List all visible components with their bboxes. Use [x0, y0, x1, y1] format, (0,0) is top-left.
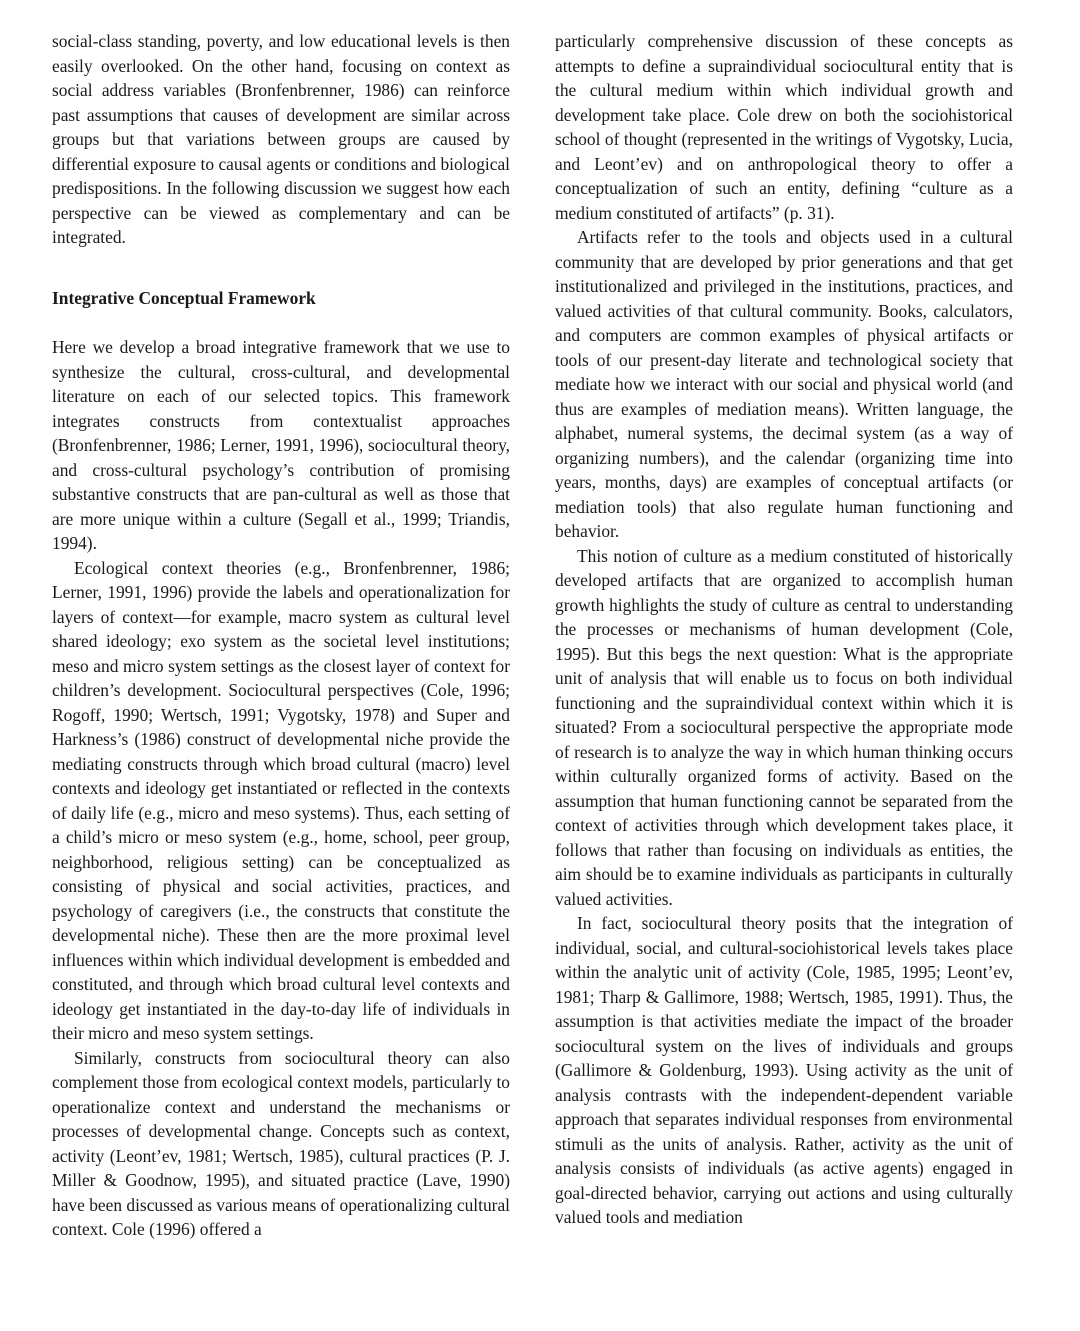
- body-paragraph: Ecological context theories (e.g., Bronfenbrenner, 1986; Lerner, 1991, 1996) provide the labels and operationalization for layers of context—for example, macro system as cultural level shared ideology; exo system as the societal level institutions; meso and micro system settings as the closest layer of context for children’s development. Sociocultural perspectives (Cole, 1996; Rogoff, 1990; Wertsch, 1991; Vygotsky, 1978) and Super and Harkness’s (1986) construct of developmental niche provide the mediating constructs through which broad cultural (macro) level contexts and ideology get instantiated or reflected in the contexts of daily life (e.g., micro and meso systems). Thus, each setting of a child’s micro or meso system (e.g., home, school, peer group, neighborhood, religious setting) can be conceptualized as consisting of physical and social activities, practices, and psychology of caregivers (i.e., the constructs that constitute the developmental niche). These then are the more proximal level influences within which individual development is embedded and constituted, and through which broad cultural level contexts and ideology get instantiated in the day-to-day life of individuals in their micro and meso system settings.: [52, 557, 510, 1043]
- intro-paragraph: social-class standing, poverty, and low educational levels is then easily overlooked. On the other hand, focusing on context as social address variables (Bronfenbrenner, 1986) can reinforce past assumptions that causes of development are similar across groups but that variations between groups are caused by differential exposure to causal agents or conditions and biological predispositions. In the following discussion we suggest how each perspective can be viewed as complementary and can be integrated.: [52, 31, 510, 247]
- section-heading: Integrative Conceptual Framework: [52, 287, 316, 308]
- body-paragraph: Here we develop a broad integrative framework that we use to synthesize the cultural, cross-cultural, and developmental literature on each of our selected topics. This framework integrates constructs from contextualist approaches (Bronfenbrenner, 1986; Lerner, 1991, 1996), sociocultural theory, and cross-cultural psychology’s contribution of promising substantive constructs that are pan-cultural as well as those that are more unique within a culture (Segall et al., 1999; Triandis, 1994).: [52, 337, 510, 553]
- body-paragraph: particularly comprehensive discussion of these concepts as attempts to define a supraindividual sociocultural entity that is the cultural medium within which individual growth and development take place. Cole drew on both the sociohistorical school of thought (represented in the writings of Vygotsky, Lucia, and Leont’ev) and on anthropological theory to offer a conceptualization of such an entity, defining “culture as a medium constituted of artifacts” (p. 31).: [555, 31, 1013, 223]
- body-paragraph: Artifacts refer to the tools and objects used in a cultural community that are developed by prior generations and that get institutionalized and privileged in the institutions, practices, and valued activities of that cultural community. Books, calculators, and computers are common examples of physical artifacts or tools of our present-day literate and technological society that mediate how we interact with our social and physical world (and thus are examples of mediation means). Written language, the alphabet, numeral systems, the decimal system (as a way of organizing numbers), and the calendar (organizing time into years, months, days) are examples of conceptual artifacts (or mediation tools) that also regulate human functioning and behavior.: [555, 227, 1013, 541]
- left-column: [52, 29, 510, 1242]
- body-paragraph: This notion of culture as a medium constituted of historically developed artifacts that are organized to accomplish human growth highlights the study of culture as central to understanding the processes or mechanisms of human development (Cole, 1995). But this begs the next question: What is the appropriate unit of analysis that will enable us to focus on both individual functioning and the supraindividual context within which it is situated? From a sociocultural perspective the appropriate mode of research is to analyze the way in which human thinking occurs within culturally organized forms of activity. Based on the assumption that human functioning cannot be separated from the context of activities through which development takes place, it follows that rather than focusing on individuals as entities, the aim should be to examine individuals as participants in culturally valued activities.: [555, 545, 1013, 909]
- body-paragraph: Similarly, constructs from sociocultural theory can also complement those from ecological context models, particularly to operationalize context and understand the mechanisms or processes of developmental change. Concepts such as context, activity (Leont’ev, 1981; Wertsch, 1985), cultural practices (P. J. Miller & Goodnow, 1995), and situated practice (Lave, 1990) have been discussed as various means of operationalizing cultural context. Cole (1996) offered a: [52, 1047, 510, 1239]
- body-paragraph: In fact, sociocultural theory posits that the integration of individual, social, and cultural-sociohistorical levels takes place within the analytic unit of activity (Cole, 1985, 1995; Leont’ev, 1981; Tharp & Gallimore, 1988; Wertsch, 1985, 1991). Thus, the assumption is that activities mediate the impact of the broader sociocultural system on the lives of individuals and groups (Gallimore & Goldenburg, 1993). Using activity as the unit of analysis contrasts with the independent-dependent variable approach that separates individual responses from environmental stimuli as the units of analysis. Rather, activity as the unit of analysis consists of individuals (as active agents) engaged in goal-directed behavior, carrying out actions and using culturally valued tools and mediation: [555, 913, 1013, 1227]
- right-column: [555, 29, 1013, 1230]
